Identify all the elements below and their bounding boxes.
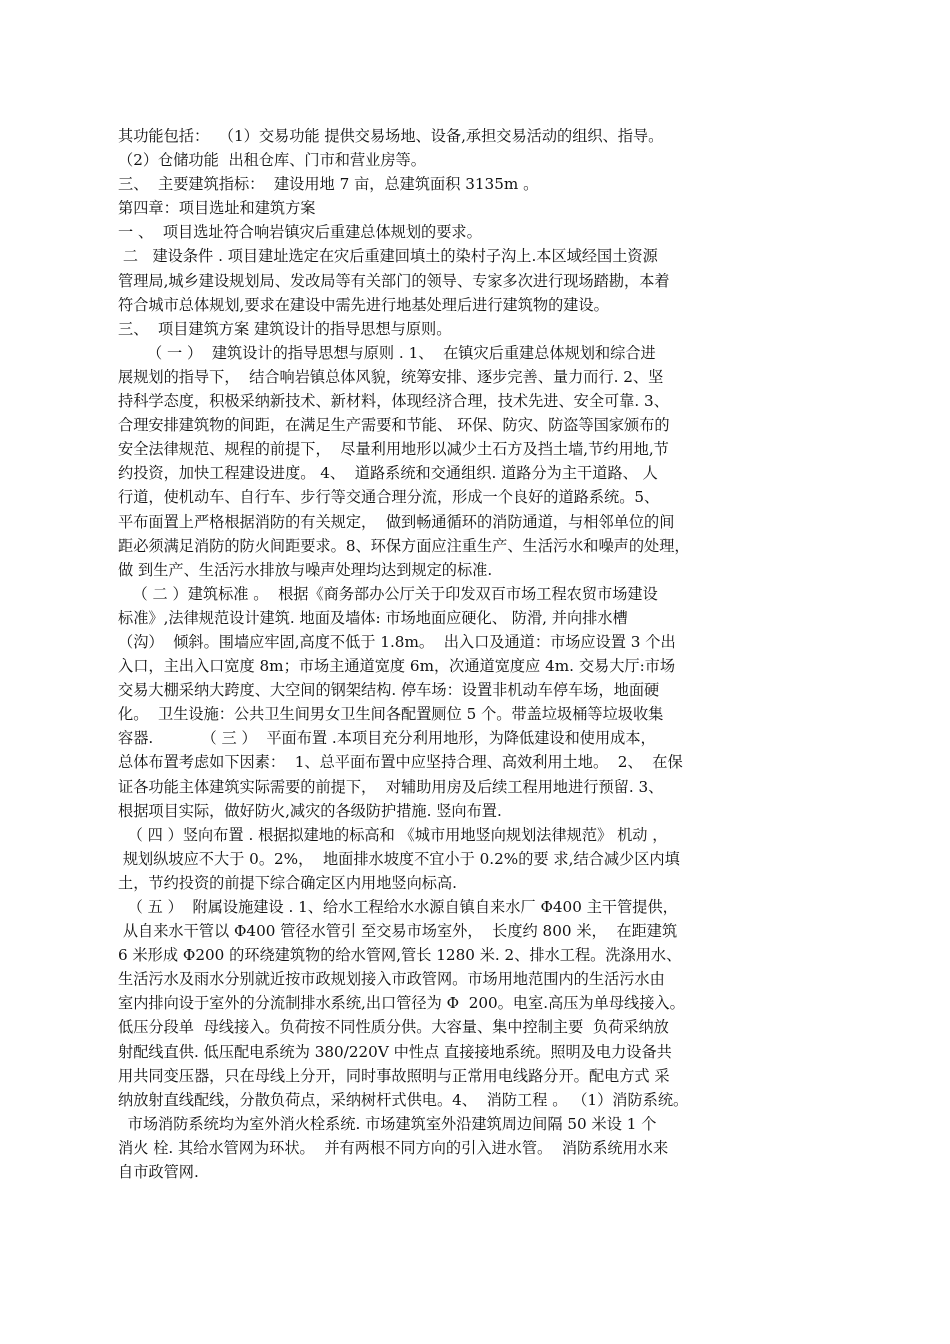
text-line: 距必须满足消防的防火间距要求。8、环保方面应注重生产、生活污水和噪声的处理， xyxy=(118,536,690,555)
text-line: 行道，使机动车、自行车、步行等交通合理分流，形成一个良好的道路系统。5、 xyxy=(118,488,660,507)
text-line: 做 到生产、生活污水排放与噪声处理均达到规定的标准. xyxy=(118,560,493,579)
text-line: 化。 卫生设施：公共卫生间男女卫生间各配置厕位 5 个。带盖垃圾桶等垃圾收集 xyxy=(118,705,664,724)
text-line: 平布面置上严格根据消防的有关规定， 做到畅通循环的消防通道，与相邻单位的间 xyxy=(118,512,675,531)
text-line: 用共同变压器，只在母线上分开，同时事故照明与正常用电线路分开。配电方式 采 xyxy=(118,1066,670,1085)
text-line: 从自来水干管以 Φ400 管径水管引 至交易市场室外， 长度约 800 米， 在距建筑 xyxy=(118,922,678,941)
text-line: 持科学态度，积极采纳新技术、新材料，体现经济合理，技术先进、安全可靠. 3、 xyxy=(118,392,669,411)
text-line: 市场消防系统均为室外消火栓系统. 市场建筑室外沿建筑周边间隔 50 米设 1 个 xyxy=(118,1114,657,1133)
text-line: 展规划的指导下， 结合响岩镇总体风貌，统筹安排、逐步完善、量力而行. 2、坚 xyxy=(118,367,664,386)
text-line: 标准》,法律规范设计建筑. 地面及墙体: 市场地面应硬化、 防滑, 并向排水槽 xyxy=(118,608,628,627)
text-line: （2）仓储功能 出租仓库、门市和营业房等。 xyxy=(118,151,426,170)
text-line: 自市政管网. xyxy=(118,1163,199,1182)
text-line: （ 五 ） 附属设施建设 . 1、给水工程给水水源自镇自来水厂 Φ400 主干管提供， xyxy=(118,898,678,916)
text-line: （ 一 ） 建筑设计的指导思想与原则 . 1、 在镇灾后重建总体规划和综合进 xyxy=(118,343,656,362)
text-line: 纳放射直线配线，分散负荷点，采纳树杆式供电。4、 消防工程 。 （1）消防系统。 xyxy=(118,1090,689,1109)
text-line: 规划纵坡应不大于 0。2%， 地面排水坡度不宜小于 0.2%的要 求,结合减少区内填 xyxy=(118,849,680,868)
text-line: （ 二 ）建筑标准 。 根据《商务部办公厅关于印发双百市场工程农贸市场建设 xyxy=(118,584,658,603)
text-line: 三、 主要建筑指标： 建设用地 7 亩，总建筑面积 3135m 。 xyxy=(118,175,539,194)
text-line: 三、 项目建筑方案 建筑设计的指导思想与原则。 xyxy=(118,319,452,338)
text-line: 第四章：项目选址和建筑方案 xyxy=(118,199,316,218)
text-line: 符合城市总体规划,要求在建设中需先进行地基处理后进行建筑物的建设。 xyxy=(118,295,609,314)
text-line: 容器. （ 三 ） 平面布置 .本项目充分利用地形，为降低建设和使用成本， xyxy=(118,729,656,748)
text-line: 室内排向设于室外的分流制排水系统,出口管径为 Φ 200。电室.高压为单母线接入。 xyxy=(118,994,685,1013)
text-line: 其功能包括： （1）交易功能 提供交易场地、设备,承担交易活动的组织、指导。 xyxy=(118,127,664,145)
text-line: 二 建设条件 . 项目建址选定在灾后重建回填土的染村子沟上.本区域经国土资源 xyxy=(118,247,658,266)
text-line: 根据项目实际，做好防火,减灾的各级防护措施. 竖向布置. xyxy=(118,801,502,820)
text-line: 土，节约投资的前提下综合确定区内用地竖向标高. xyxy=(118,873,457,892)
text-line: 管理局,城乡建设规划局、发改局等有关部门的领导、专家多次进行现场踏勘，本着 xyxy=(118,271,670,290)
text-line: （ 四 ）竖向布置 . 根据拟建地的标高和 《城市用地竖向规划法律规范》 机动 ， xyxy=(118,825,668,844)
text-line: 射配线直供. 低压配电系统为 380/220V 中性点 直接接地系统。照明及电力设备共 xyxy=(118,1042,672,1061)
text-line: 总体布置考虑如下因素： 1、总平面布置中应坚持合理、高效利用土地。 2、 在保 xyxy=(118,753,683,772)
text-line: 消火 栓. 其给水管网为环状。 并有两根不同方向的引入进水管。 消防系统用水来 xyxy=(118,1138,669,1157)
text-line: （沟） 倾斜。围墙应牢固,高度不低于 1.8m。 出入口及通道：市场应设置 3 个出 xyxy=(118,632,676,651)
text-line: 一 、 项目选址符合响岩镇灾后重建总体规划的要求。 xyxy=(118,223,482,242)
text-line: 6 米形成 Φ200 的环绕建筑物的给水管网,管长 1280 米. 2、排水工程。洗涤用水、 xyxy=(118,946,682,965)
text-line: 生活污水及雨水分别就近按市政规划接入市政管网。市场用地范围内的生活污水由 xyxy=(118,970,665,989)
text-line: 安全法律规范、规程的前提下， 尽量利用地形以减少土石方及挡土墙,节约用地,节 xyxy=(118,440,669,459)
document-page xyxy=(118,124,836,1184)
text-line: 入口，主出入口宽度 8m；市场主通道宽度 6m，次通道宽度应 4m. 交易大厅:市场 xyxy=(118,657,676,676)
text-line: 约投资，加快工程建设进度。 4、 道路系统和交通组织. 道路分为主干道路、 人 xyxy=(118,464,658,483)
text-line: 交易大棚采纳大跨度、大空间的钢架结构. 停车场：设置非机动车停车场，地面硬 xyxy=(118,681,660,700)
text-line: 合理安排建筑物的间距，在满足生产需要和节能、 环保、防灾、防盗等国家颁布的 xyxy=(118,416,670,435)
text-line: 低压分段单 母线接入。负荷按不同性质分供。大容量、集中控制主要 负荷采纳放 xyxy=(118,1018,669,1037)
text-line: 证各功能主体建筑实际需要的前提下， 对辅助用房及后续工程用地进行预留. 3、 xyxy=(118,777,664,796)
